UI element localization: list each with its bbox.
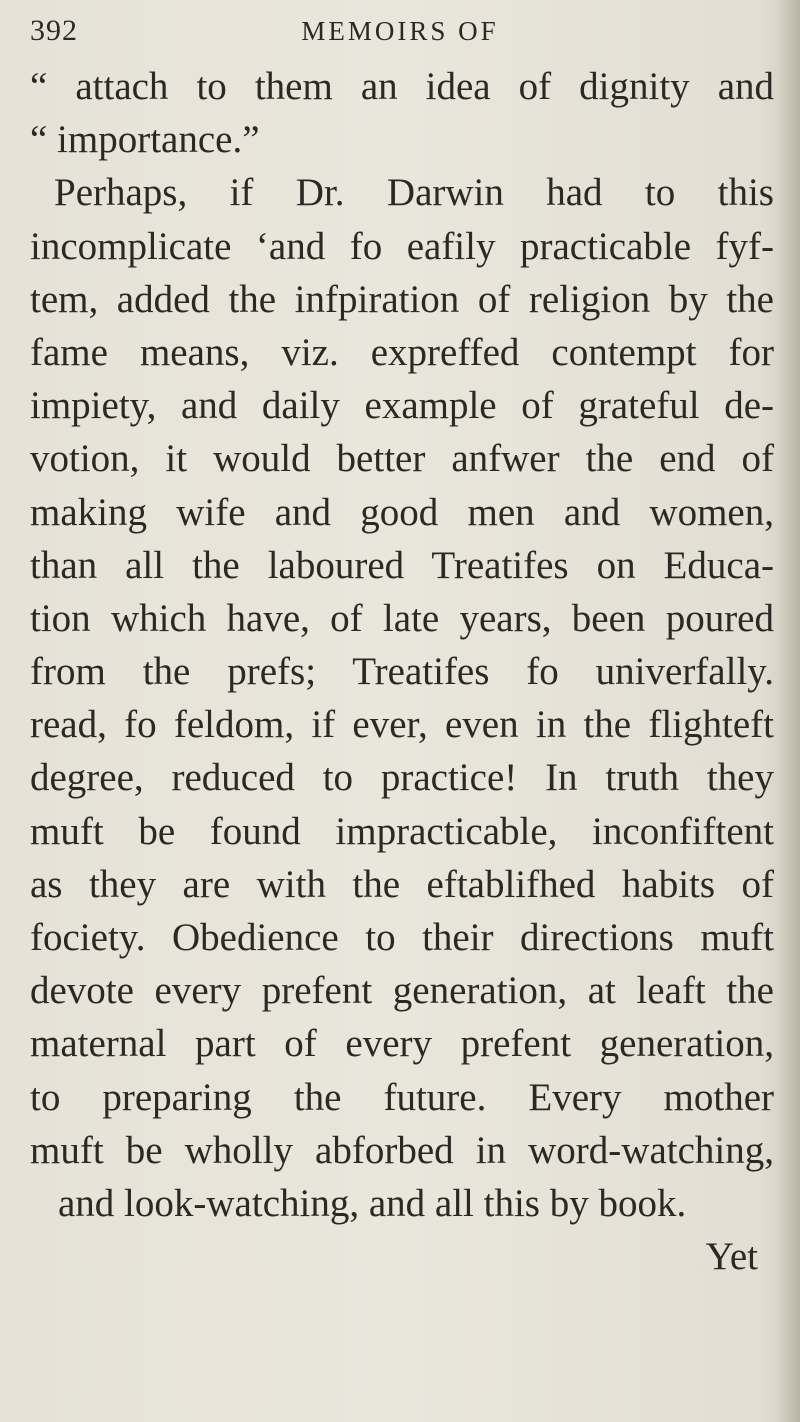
text-line: muft be found impracticable, inconfiftent	[30, 809, 774, 853]
text-line: read, fo feldom, if ever, even in the flighteft	[30, 703, 774, 747]
catchword: Yet	[705, 1235, 758, 1279]
page-number: 392	[30, 14, 78, 47]
text-line: maternal part of every prefent generation,	[30, 1022, 774, 1066]
text-line: votion, it would better anfwer the end of	[30, 437, 774, 481]
page-edge-shadow	[778, 0, 800, 1422]
text-line: to preparing the future. Every mother	[30, 1075, 774, 1119]
text-line: and look-watching, and all this by book.	[58, 1181, 687, 1225]
text-line: making wife and good men and women,	[30, 490, 774, 534]
text-line: than all the laboured Treatifes on Educa-	[30, 543, 774, 587]
running-head: MEMOIRS OF	[301, 16, 499, 46]
text-line: fociety. Obedience to their directions muft	[30, 916, 774, 959]
text-line: “ attach to them an idea of dignity and	[30, 65, 774, 108]
body-text	[30, 60, 774, 1283]
text-line: tion which have, of late years, been poured	[30, 596, 774, 640]
text-line: devote every prefent generation, at leaft the	[30, 969, 774, 1013]
text-line: impiety, and daily example of grateful de-	[30, 384, 774, 428]
page-header	[0, 8, 800, 52]
text-line: degree, reduced to practice! In truth they	[30, 756, 774, 800]
text-line: Perhaps, if Dr. Darwin had to this	[54, 171, 774, 215]
text-line: tem, added the infpiration of religion by the	[30, 277, 774, 321]
text-line: fame means, viz. expreffed contempt for	[30, 330, 774, 374]
text-line: as they are with the eftablifhed habits of	[30, 862, 774, 906]
text-line: from the prefs; Treatifes fo univerfally.	[30, 650, 774, 694]
text-line: muft be wholly abforbed in word-watching,	[30, 1128, 774, 1172]
text-line: incomplicate ‘and fo eafily practicable fyf-	[30, 224, 774, 268]
text-line: “ importance.”	[30, 118, 260, 162]
